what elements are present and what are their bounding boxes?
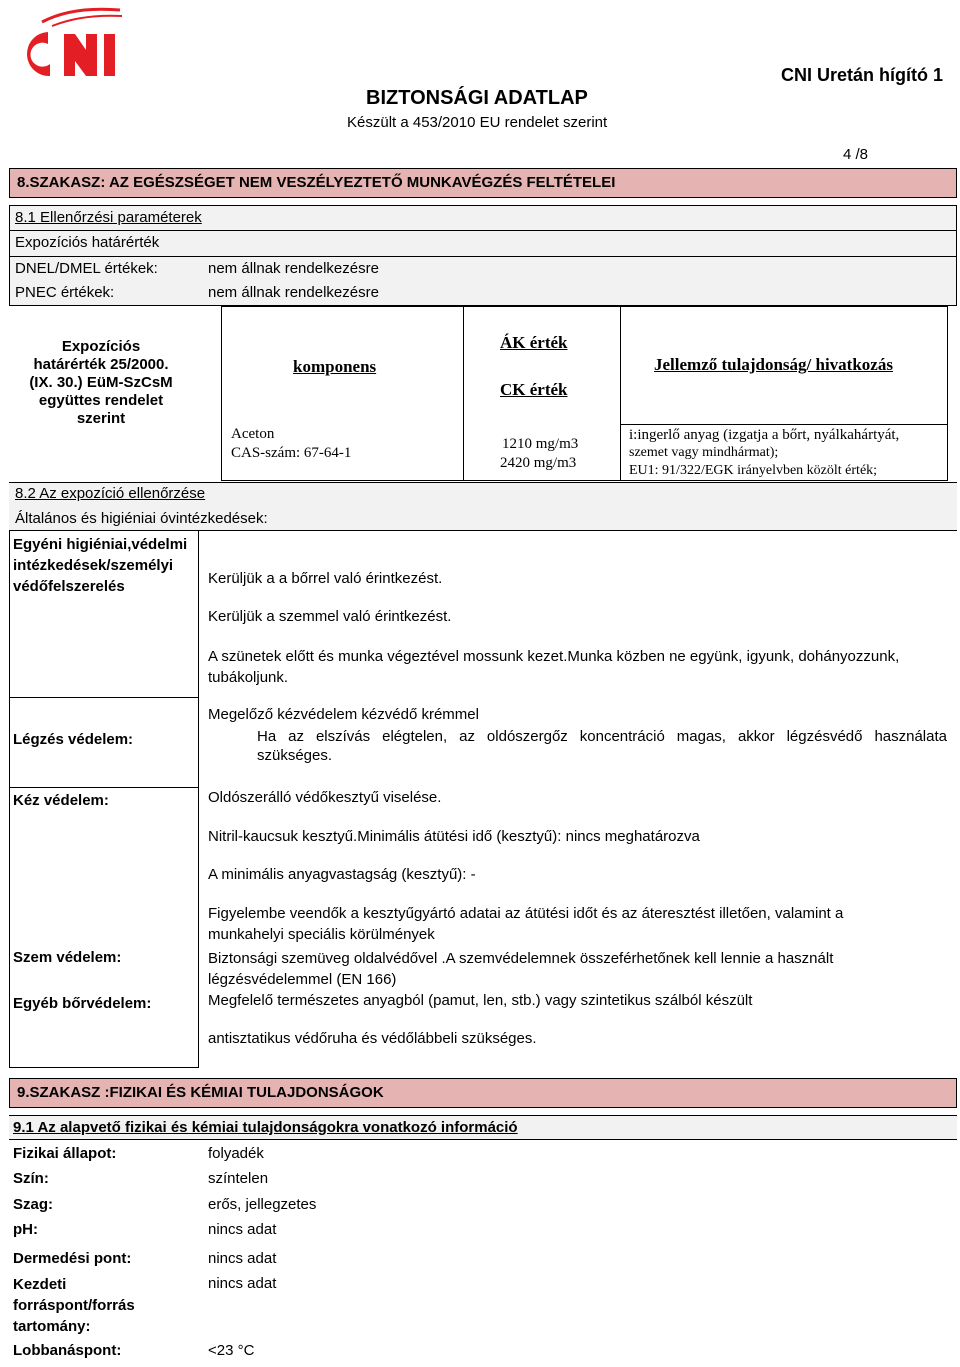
prop-value-physical-state: folyadék [208,1145,264,1162]
eye-protection-label: Szem védelem: [13,949,122,966]
col-component-header: komponens [293,357,377,376]
prop-value-flash-point: <23 °C [208,1342,255,1359]
skin-protection-label: Egyéb bőrvédelem: [13,995,152,1012]
section9-1-heading: 9.1 Az alapvető fizikai és kémiai tulajdonságokra vonatkozó információ [13,1119,518,1136]
ck-value: 2420 mg/m3 [500,455,577,471]
prop-label-color: Szín: [13,1170,49,1187]
ak-value: 1210 mg/m3 [502,436,579,452]
prop-value-color: színtelen [208,1170,269,1187]
company-logo [12,4,127,82]
document-subtitle: Készült a 453/2010 EU rendelet szerint [347,114,608,131]
respiratory-protection-label: Légzés védelem: [13,731,134,748]
prop-value-boiling-point: nincs adat [208,1275,277,1292]
eye-protection-text: Biztonsági szemüveg oldalvédővel .A szemvédelemnek összeférhetőnek kell lennie a használt légzésvédelemmel (EN 166) [208,950,834,988]
prop-label-freezing-point: Dermedési pont: [13,1250,132,1267]
pnec-value: nem állnak rendelkezésre [208,284,379,301]
respiratory-protection-text: Ha az elszívás elégtelen, az oldószergőz koncentráció magas, akkor légzésvédő használata szükséges. [257,728,947,764]
personal-line-1: Kerüljük a a bőrrel való érintkezést. [208,570,443,587]
skin-line-2: antisztatikus védőruha és védőlábbeli szükséges. [208,1030,537,1047]
prop-value-odor: erős, jellegzetes [208,1196,317,1213]
section8-2-heading: 8.2 Az expozíció ellenőrzése [15,485,206,502]
prop-label-boiling-point: Kezdeti forráspont/forrás tartomány: [13,1276,135,1335]
col-property-header: Jellemző tulajdonság/ hivatkozás [654,355,893,374]
page-number: 4 /8 [843,146,869,163]
property-line-2: szemet vagy mindhármat); [629,445,779,460]
col-ak-header: ÁK érték [500,333,568,352]
hand-line-1: Oldószerálló védőkesztyű viselése. [208,789,442,806]
component-name: Aceton [231,426,275,442]
exposure-table-left-label: Expozíciós határérték 25/2000. (IX. 30.) EüM-SzCsM együttes rendelet szerint [29,338,173,427]
general-measures-label: Általános és higiéniai óvintézkedések: [15,510,268,527]
hand-protection-label: Kéz védelem: [13,792,109,809]
component-cas: CAS-szám: 67-64-1 [231,445,352,461]
section9-heading: 9.SZAKASZ :FIZIKAI ÉS KÉMIAI TULAJDONSÁGOK [17,1084,384,1101]
hand-line-4: Figyelembe veendők a kesztyűgyártó adatai az átütési időt és az áteresztést illetően, valamint a munkahelyi speciális körülmények [208,905,844,943]
property-line-1: i:ingerlő anyag (izgatja a bőrt, nyálkahártyát, [629,427,900,443]
prop-value-freezing-point: nincs adat [208,1250,277,1267]
prop-label-flash-point: Lobbanáspont: [13,1342,122,1359]
pnec-label: PNEC értékek: [15,284,115,301]
personal-protection-label: Egyéni higiéniai,védelmi intézkedések/személyi védőfelszerelés [13,536,188,595]
dnel-value: nem állnak rendelkezésre [208,260,379,277]
hand-line-3: A minimális anyagvastagság (kesztyű): - [208,866,476,883]
skin-line-1: Megfelelő természetes anyagból (pamut, len, stb.) vagy szintetikus szálból készült [208,992,753,1009]
section8-1-heading: 8.1 Ellenőrzési paraméterek [15,209,202,226]
prop-label-physical-state: Fizikai állapot: [13,1145,117,1162]
exposure-limit-label: Expozíciós határérték [15,234,160,251]
hand-line-2: Nitril-kaucsuk kesztyű.Minimális átütési idő (kesztyű): nincs meghatározva [208,828,700,845]
personal-line-4: Megelőző kézvédelem kézvédő krémmel [208,706,479,723]
prop-label-ph: pH: [13,1221,38,1238]
dnel-label: DNEL/DMEL értékek: [15,260,158,277]
document-title: BIZTONSÁGI ADATLAP [366,87,588,109]
section8-heading: 8.SZAKASZ: AZ EGÉSZSÉGET NEM VESZÉLYEZTETŐ MUNKAVÉGZÉS FELTÉTELEI [17,174,616,191]
prop-value-ph: nincs adat [208,1221,277,1238]
personal-line-2: Kerüljük a szemmel való érintkezést. [208,608,452,625]
property-line-3: EU1: 91/322/EGK irányelvben közölt érték; [629,463,878,478]
personal-line-3: A szünetek előtt és munka végeztével mossunk kezet.Munka közben ne együnk, igyunk, dohányozzunk, tubákoljunk. [208,648,900,686]
col-ck-header: CK érték [500,380,568,399]
prop-label-odor: Szag: [13,1196,54,1213]
product-name: CNI Uretán hígító 1 [781,65,944,85]
